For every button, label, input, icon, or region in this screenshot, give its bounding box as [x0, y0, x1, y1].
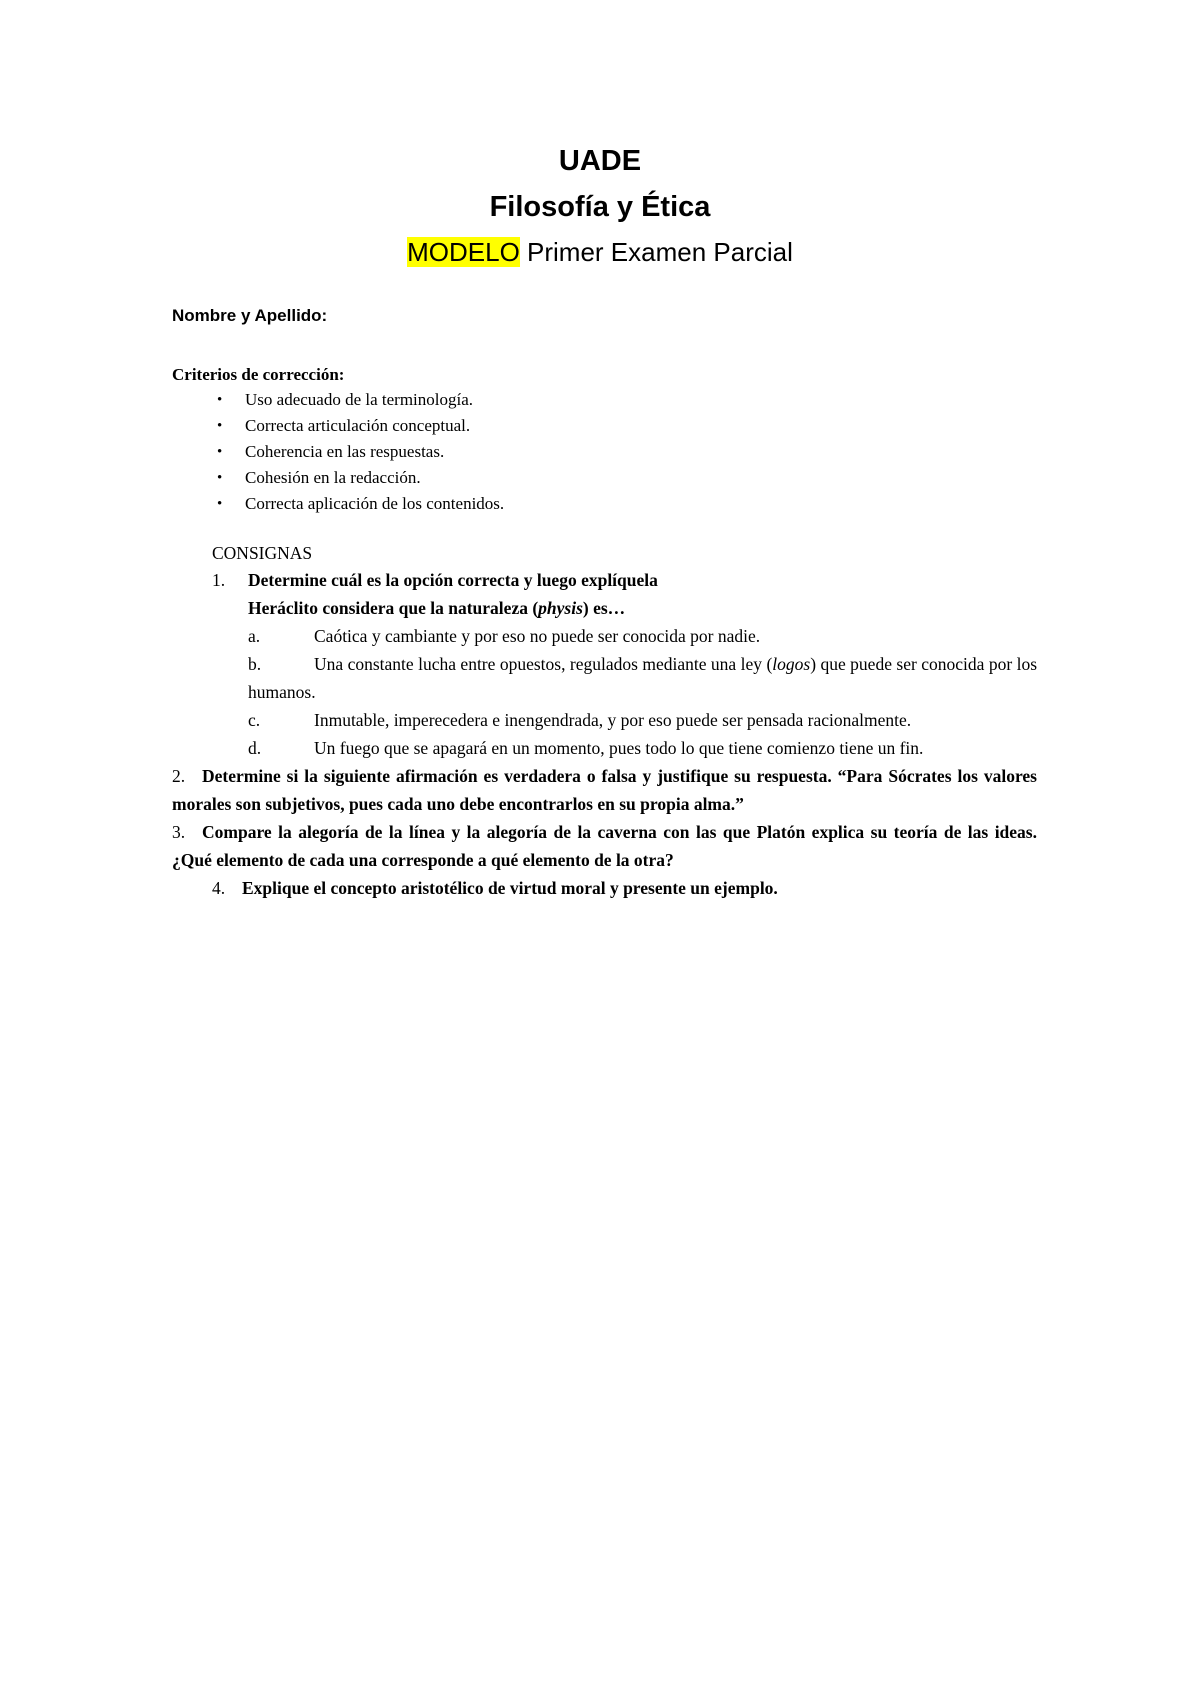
consignas-section	[172, 540, 1038, 902]
bullet-icon: •	[217, 418, 223, 434]
name-label: Nombre y Apellido:	[172, 306, 328, 325]
exam-title-rest: Primer Examen Parcial	[519, 237, 793, 267]
question-1-options	[248, 622, 1037, 762]
list-item: • Correcta aplicación de los contenidos.	[172, 491, 504, 517]
list-item: • Correcta articulación conceptual.	[172, 413, 504, 439]
question-text: Explique el concepto aristotélico de virtud moral y presente un ejemplo.	[242, 878, 778, 898]
institution-title: UADE	[558, 145, 642, 177]
question-number: 3.	[172, 822, 186, 842]
list-item: • Uso adecuado de la terminología.	[172, 387, 504, 413]
option-a: a. Caótica y cambiante y por eso no puede ser conocida por nadie.	[248, 626, 761, 646]
question-3	[172, 818, 1037, 874]
bullet-icon: •	[217, 470, 223, 486]
option-d: d. Un fuego que se apagará en un momento, pues todo lo que tiene comienzo tiene un fin.	[248, 738, 924, 758]
question-number: 4.	[212, 878, 226, 898]
question-number: 2.	[172, 766, 186, 786]
bullet-icon: •	[217, 392, 223, 408]
criteria-title: Criterios de corrección:	[172, 365, 345, 384]
question-1	[212, 566, 1037, 594]
document-header	[0, 145, 1200, 269]
question-2	[172, 762, 1037, 818]
modelo-highlight: MODELO	[407, 237, 520, 267]
course-title: Filosofía y Ética	[489, 191, 711, 223]
question-4	[212, 874, 1037, 902]
criteria-list	[172, 387, 504, 517]
option-c: c. Inmutable, imperecedera e inengendrada, y por eso puede ser pensada racionalmente.	[248, 710, 912, 730]
question-text: Compare la alegoría de la línea y la alegoría de la caverna con las que Platón explica su teoría de las ideas. ¿Qué elemento de cada una corresponde a qué elemento de la otra?	[172, 822, 1037, 870]
exam-title	[0, 236, 1200, 269]
question-text: Determine cuál es la opción correcta y luego explíquela	[248, 570, 658, 590]
question-text: Determine si la siguiente afirmación es verdadera o falsa y justifique su respuesta. “Para Sócrates los valores morales son subjetivos, pues cada uno debe encontrarlos en su propia alma.”	[172, 766, 1037, 814]
criteria-section	[172, 362, 504, 517]
list-item: • Cohesión en la redacción.	[172, 465, 504, 491]
question-1-prompt: Heráclito considera que la naturaleza (physis) es…	[248, 598, 626, 618]
list-item: • Coherencia en las respuestas.	[172, 439, 504, 465]
bullet-icon: •	[217, 444, 223, 460]
option-b: b. Una constante lucha entre opuestos, regulados mediante una ley (logos) que puede ser conocida por los humanos.	[248, 654, 1038, 702]
consignas-title: CONSIGNAS	[212, 543, 313, 563]
bullet-icon: •	[217, 496, 223, 512]
question-number: 1.	[212, 570, 226, 590]
